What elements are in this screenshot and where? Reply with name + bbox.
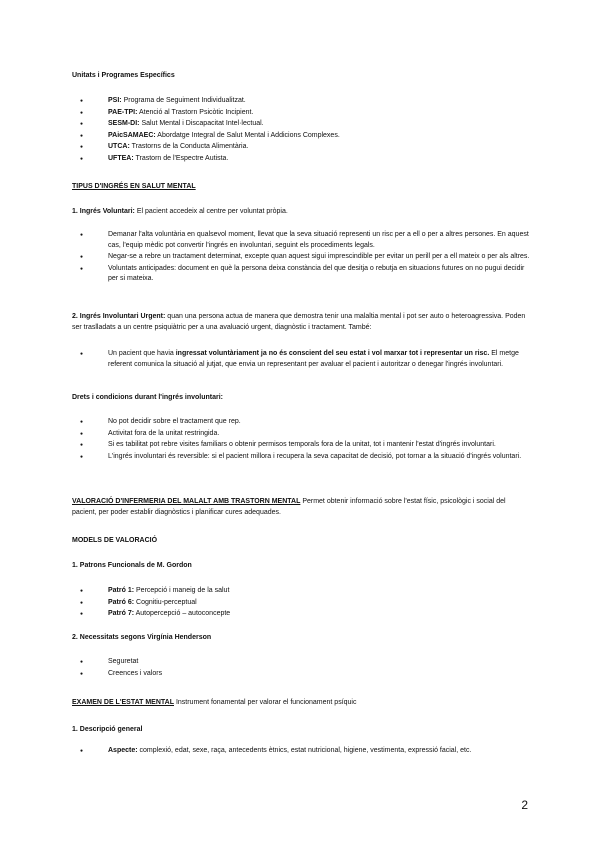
paragraph-urgent: 2. Ingrés Involuntari Urgent: quan una persona actua de manera que demostra tenir una malaltia mental i pot ser auto o heteroagressiva. Poden ser traslladats a un centre psiquiàtric per a una avaluació urgent, diagnòstic i tractament. També: (72, 313, 526, 331)
list-item: ● Aspecte: complexió, edat, sexe, raça, antecedents ètnics, estat nutricional, higiene, vestimenta, expressió facial, etc. (80, 746, 530, 757)
list-item: ● UTCA: Trastorns de la Conducta Alimentària. (80, 142, 530, 153)
list-item: ● Demanar l'alta voluntària en qualsevol moment, llevat que la seva situació representi un risc per a ell o per a altres persones. En aquest cas, l'equip mèdic pot convertir l'ingrés en involuntari, seguint els procediments legals. (80, 230, 530, 251)
list-item: ● Seguretat (80, 657, 530, 668)
drets-list (80, 417, 530, 463)
list-item: ● PAicSAMAEC: Abordatge Integral de Salut Mental i Addicions Complexes. (80, 131, 530, 142)
list-item: ● Patró 1: Percepció i maneig de la salut (80, 586, 530, 597)
paragraph-examen: EXAMEN DE L'ESTAT MENTAL Instrument fonamental per valorar el funcionament psíquic (72, 699, 357, 706)
paragraph-valoracio: VALORACIÓ D'INFERMERIA DEL MALALT AMB TRASTORN MENTAL Permet obtenir informació sobre l'estat físic, psicològic i social del pacient, per poder establir diagnòstics i planificar cures adequades. (72, 498, 506, 516)
list-item: ● No pot decidir sobre el tractament que rep. (80, 417, 530, 428)
henderson-list (80, 657, 530, 680)
list-item: ● Voluntats anticipades: document en què la persona deixa constància del que desitja o rebutja en situacions futures on no pugui decidir per si mateixa. (80, 264, 530, 285)
list-item: ● Patró 6: Cognitiu-perceptual (80, 598, 530, 609)
list-item: ● Activitat fora de la unitat restringida. (80, 429, 530, 440)
heading-henderson: 2. Necessitats segons Virgínia Henderson (72, 634, 212, 641)
list-item: ● Creences i valors (80, 669, 530, 680)
heading-drets: Drets i condicions durant l'ingrés involuntari: (72, 394, 224, 401)
list-item: ● PAE-TPI: Atenció al Trastorn Psicòtic Incipient. (80, 108, 530, 119)
heading-tipus-ingres: TIPUS D'INGRÉS EN SALUT MENTAL (72, 183, 196, 190)
voluntari-list (80, 230, 530, 286)
list-item: ● Si es tabilitat pot rebre visites familiars o obtenir permisos temporals fora de la unitat, tot i mantenir l'estat d'ingrés involuntari. (80, 440, 530, 451)
heading-descripcio: 1. Descripció general (72, 726, 143, 733)
list-item: ● Patró 7: Autopercepció – autoconcepte (80, 609, 530, 620)
paragraph-voluntari: 1. Ingrés Voluntari: El pacient accedeix al centre per voluntat pròpia. (72, 208, 288, 215)
heading-gordon: 1. Patrons Funcionals de M. Gordon (72, 562, 192, 569)
gordon-list (80, 586, 530, 621)
list-item: ● Un pacient que havia ingressat voluntàriament ja no és conscient del seu estat i vol marxar tot i representar un risc. El metge referent comunica la situació al jutjat, que envia un representant per avaluar el pacient i autoritzar o denegar l'ingrés involuntari. (80, 349, 530, 370)
units-list (80, 96, 530, 165)
list-item: ● L'ingrés involuntari és reversible: si el pacient millora i recupera la seva capacitat de decisió, pot tornar a la situació d'ingrés voluntari. (80, 452, 530, 463)
list-item: ● UFTEA: Trastorn de l'Espectre Autista. (80, 154, 530, 165)
urgent-list (80, 349, 530, 371)
page-number: 2 (521, 798, 528, 812)
descripcio-list (80, 746, 530, 758)
list-item: ● PSI: Programa de Seguiment Individualitzat. (80, 96, 530, 107)
heading-units: Unitats i Programes Específics (72, 72, 175, 79)
list-item: ● Negar-se a rebre un tractament determinat, excepte quan aquest sigui imprescindible per evitar un perill per a ell mateix o per als altres. (80, 252, 530, 263)
heading-models: MODELS DE VALORACIÓ (72, 537, 158, 544)
list-item: ● SESM-DI: Salut Mental i Discapacitat Intel·lectual. (80, 119, 530, 130)
